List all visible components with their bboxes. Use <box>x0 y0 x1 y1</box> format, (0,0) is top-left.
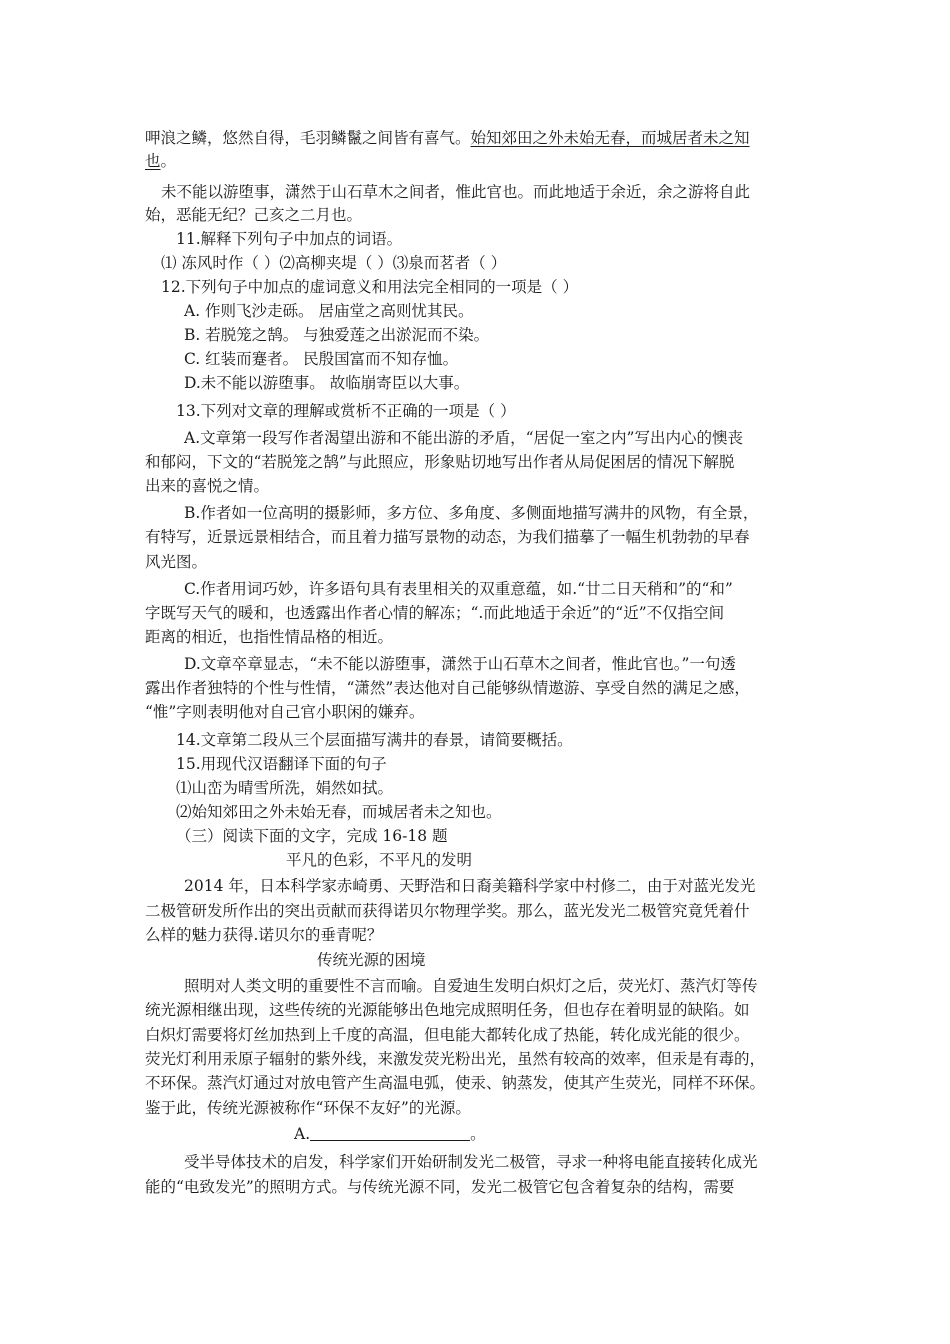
blank-end: 。 <box>470 1125 486 1143</box>
blank-line <box>310 1124 470 1141</box>
option-a-line: A.文章第一段写作者渴望出游和不能出游的矛盾，“居促一室之内”写出内心的懊丧 <box>184 429 743 447</box>
article-title: 平凡的色彩，不平凡的发明 <box>286 851 473 869</box>
option-d-line: “惟”字则表明他对自己官小职闲的嫌弃。 <box>145 703 425 721</box>
option-d-line: D.文章卒章显志，“未不能以游堕事，潇然于山石草木之间者，惟此官也。”一句透 <box>184 655 736 673</box>
question-15-item-1: ⑴山峦为晴雪所洗，娟然如拭。 <box>176 779 394 797</box>
option-a-line: 和郁闷，下文的“若脱笼之鹄”与此照应，形象贴切地写出作者从局促困居的情况下解脱 <box>145 453 735 471</box>
section-heading: （三）阅读下面的文字，完成 16-18 题 <box>176 827 448 845</box>
option-b-line: B.作者如一位高明的摄影师，多方位、多角度、多侧面地描写满井的风物，有全景， <box>184 504 759 522</box>
option-a-line: 出来的喜悦之情。 <box>145 477 270 495</box>
option-d-line: 露出作者独特的个性与性情，“潇然”表达他对自己能够纵情遨游、享受自然的满足之感， <box>145 679 750 697</box>
question-11-items: ⑴ 冻风时作（ ）⑵高柳夹堤（ ）⑶泉而茗者（ ） <box>161 254 507 272</box>
question-15: 15.用现代汉语翻译下面的句子 <box>176 755 387 773</box>
question-13: 13.下列对文章的理解或赏析不正确的一项是（ ） <box>176 402 516 420</box>
paragraph-line: 统光源相继出现，这些传统的光源能够出色地完成照明任务，但也存在着明显的缺陷。如 <box>145 1001 750 1019</box>
fill-blank-a <box>294 1123 486 1145</box>
question-15-item-2: ⑵始知郊田之外未始无春，而城居者未之知也。 <box>176 803 502 821</box>
passage-line: 始，恶能无纪？己亥之二月也。 <box>145 206 363 224</box>
paragraph-line: 受半导体技术的启发，科学家们开始研制发光二极管，寻求一种将电能直接转化成光 <box>184 1153 758 1171</box>
option-c: C. 红装而蹇者。 民殷国富而不知存恤。 <box>184 350 459 368</box>
paragraph-line: 荧光灯利用汞原子辐射的紫外线，来激发荧光粉出光，虽然有较高的效率，但汞是有毒的， <box>145 1050 766 1068</box>
passage-text: 呷浪之鳞，悠然自得，毛羽鳞鬣之间皆有喜气。 <box>145 129 471 147</box>
paragraph-line: 二极管研发所作出的突出贡献而获得诺贝尔物理学奖。那么，蓝光发光二极管究竟凭着什 <box>145 902 750 920</box>
paragraph-line: 鉴于此，传统光源被称作“环保不友好”的光源。 <box>145 1099 471 1117</box>
question-12: 12.下列句子中加点的虚词意义和用法完全相同的一项是（ ） <box>161 278 579 296</box>
option-d: D.未不能以游堕事。 故临崩寄臣以大事。 <box>184 374 470 392</box>
paragraph-line: 2014 年，日本科学家赤崎勇、天野浩和日裔美籍科学家中村修二，由于对蓝光发光 <box>184 877 756 895</box>
option-c-line: 距离的相近，也指性情品格的相近。 <box>145 628 394 646</box>
passage-line <box>145 127 750 149</box>
article-subtitle: 传统光源的困境 <box>317 951 426 969</box>
paragraph-line: 不环保。蒸汽灯通过对放电管产生高温电弧，使汞、钠蒸发，使其产生荧光，同样不环保。 <box>145 1074 766 1092</box>
option-b-line: 风光图。 <box>145 553 208 571</box>
passage-line: 未不能以游堕事，潇然于山石草木之间者，惟此官也。而此地适于余近，余之游将自此 <box>161 183 751 201</box>
passage-text: 。 <box>160 152 177 170</box>
question-14: 14.文章第二段从三个层面描写满井的春景，请简要概括。 <box>176 731 573 749</box>
option-c-line: 字既写天气的暖和，也透露出作者心情的解冻；“.而此地适于余近”的“近”不仅指空间 <box>145 604 725 622</box>
underlined-sentence: 也 <box>145 152 161 170</box>
paragraph-line: 白炽灯需要将灯丝加热到上千度的高温，但电能大都转化成了热能，转化成光能的很少。 <box>145 1026 750 1044</box>
option-b-line: 有特写，近景远景相结合，而且着力描写景物的动态，为我们描摹了一幅生机勃勃的早春 <box>145 528 750 546</box>
paragraph-line: 能的“电致发光”的照明方式。与传统光源不同，发光二极管它包含着复杂的结构，需要 <box>145 1178 735 1196</box>
option-a: A. 作则飞沙走砾。 居庙堂之高则忧其民。 <box>184 302 474 320</box>
paragraph-line: 照明对人类文明的重要性不言而喻。自爱迪生发明白炽灯之后，荧光灯、蒸汽灯等传 <box>184 977 758 995</box>
underlined-sentence: 始知郊田之外未始无春，而城居者未之知 <box>470 129 750 147</box>
blank-label: A. <box>294 1125 311 1143</box>
option-c-line: C.作者用词巧妙，许多语句具有表里相关的双重意蕴，如.“廿二日天稍和”的“和” <box>184 580 733 598</box>
option-b: B. 若脱笼之鹄。 与独爱莲之出淤泥而不染。 <box>184 326 490 344</box>
passage-line <box>145 150 176 172</box>
paragraph-line: 么样的魅力获得.诺贝尔的垂青呢？ <box>145 926 383 944</box>
question-11: 11.解释下列句子中加点的词语。 <box>176 230 403 248</box>
